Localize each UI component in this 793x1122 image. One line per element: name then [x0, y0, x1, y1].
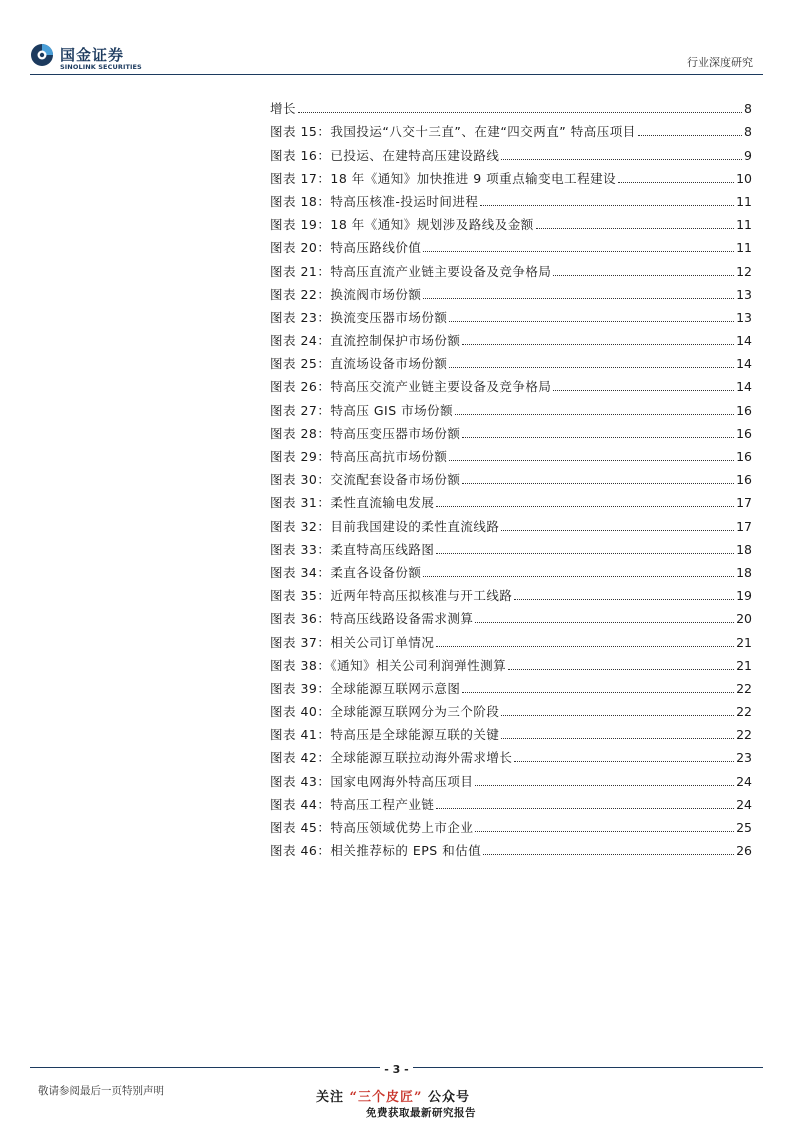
toc-entry-label: 图表 20：特高压路线价值	[270, 240, 422, 256]
toc-dot-leader	[475, 784, 734, 786]
logo-chinese-name: 国金证券	[60, 46, 125, 64]
toc-dot-leader	[501, 714, 734, 716]
toc-entry-page: 16	[736, 449, 752, 464]
toc-entry[interactable]	[270, 836, 752, 859]
toc-entry[interactable]	[270, 94, 752, 117]
toc-entry[interactable]	[270, 210, 752, 233]
toc-entry-label: 图表 29：特高压高抗市场份额	[270, 449, 448, 464]
toc-entry-page: 14	[736, 333, 752, 349]
toc-entry-label: 图表 31：柔性直流输电发展	[270, 495, 435, 511]
page-number	[0, 1063, 793, 1076]
toc-entry-label: 图表 45：特高压领域优势上市企业	[270, 820, 474, 835]
toc-entry[interactable]	[270, 303, 752, 326]
sinolink-logo-icon	[30, 43, 54, 67]
toc-dot-leader	[462, 343, 734, 345]
toc-dot-leader	[501, 158, 742, 160]
toc-entry-label: 图表 24：直流控制保护市场份额	[270, 333, 461, 349]
toc-entry-page: 17	[736, 495, 752, 511]
toc-entry-label: 图表 15：我国投运“八交十三直”、在建“四交两直” 特高压项目	[270, 124, 636, 140]
toc-entry[interactable]	[270, 465, 752, 488]
toc-entry[interactable]	[270, 535, 752, 558]
toc-entry-label: 图表 46：相关推荐标的 EPS 和估值	[270, 843, 482, 859]
toc-entry[interactable]	[270, 720, 752, 743]
toc-entry[interactable]	[270, 280, 752, 303]
promo-follow	[316, 1086, 470, 1105]
toc-entry[interactable]	[270, 743, 752, 766]
toc-entry-page: 14	[736, 356, 752, 372]
toc-dot-leader	[553, 274, 734, 276]
toc-entry-label: 图表 16：已投运、在建特高压建设路线	[270, 147, 500, 163]
toc-entry-label: 图表 43：国家电网海外特高压项目	[270, 773, 474, 789]
toc-entry[interactable]	[270, 581, 752, 604]
toc-entry-label: 图表 34：柔直各设备份额	[270, 564, 422, 580]
toc-entry-label: 图表 27：特高压 GIS 市场份额	[270, 402, 454, 418]
toc-dot-leader	[501, 737, 734, 739]
toc-entry-label: 图表 26：特高压交流产业链主要设备及竞争格局	[270, 379, 552, 395]
toc-entry-page: 13	[736, 286, 752, 302]
toc-entry-page: 21	[736, 657, 752, 673]
toc-dot-leader	[436, 552, 734, 554]
toc-entry-page: 22	[736, 680, 752, 696]
toc-entry-page: 14	[736, 379, 752, 395]
toc-entry[interactable]	[270, 766, 752, 789]
toc-entry-page: 8	[744, 101, 752, 117]
promo-suffix: 公众号	[428, 1090, 471, 1105]
toc-entry-label: 图表 37：相关公司订单情况	[270, 634, 435, 650]
toc-entry-label: 图表 39：全球能源互联网示意图	[270, 680, 461, 696]
toc-entry[interactable]	[270, 558, 752, 581]
toc-entry-page: 17	[736, 518, 752, 534]
toc-entry[interactable]	[270, 140, 752, 163]
report-type-label: 行业深度研究	[687, 56, 753, 69]
toc-dot-leader	[449, 459, 734, 461]
toc-entry-page: 11	[736, 217, 752, 233]
disclaimer-note: 敬请参阅最后一页特别声明	[38, 1085, 164, 1097]
toc-dot-leader	[536, 227, 734, 229]
toc-dot-leader	[514, 598, 734, 600]
toc-dot-leader	[514, 760, 734, 762]
toc-dot-leader	[449, 320, 734, 322]
toc-entry-page: 22	[736, 704, 752, 720]
toc-entry-page: 18	[736, 564, 752, 580]
toc-entry-page: 24	[736, 773, 752, 789]
toc-entry-label: 图表 17：18 年《通知》加快推进 9 项重点输变电工程建设	[270, 170, 617, 186]
toc-entry[interactable]	[270, 372, 752, 395]
toc-entry-label: 图表 41：特高压是全球能源互联的关键	[270, 727, 500, 743]
toc-dot-leader	[638, 134, 742, 136]
toc-dot-leader	[483, 853, 734, 855]
toc-entry[interactable]	[270, 233, 752, 256]
toc-entry-page: 16	[736, 425, 752, 441]
toc-entry[interactable]	[270, 813, 752, 836]
toc-entry-label: 图表 19：18 年《通知》规划涉及路线及金额	[270, 217, 534, 233]
page-number-text: - 3 -	[380, 1063, 412, 1076]
toc-entry[interactable]	[270, 790, 752, 813]
toc-entry[interactable]	[270, 349, 752, 372]
toc-entry-page: 13	[736, 309, 752, 325]
toc-dot-leader	[298, 111, 742, 113]
toc-entry-page: 20	[736, 611, 752, 627]
toc-entry-label: 增长	[270, 101, 297, 117]
toc-dot-leader	[475, 621, 734, 623]
toc-entry[interactable]	[270, 697, 752, 720]
toc-entry[interactable]	[270, 488, 752, 511]
toc-entry-label: 图表 33：柔直特高压线路图	[270, 541, 435, 557]
company-logo	[30, 43, 160, 75]
toc-entry[interactable]	[270, 326, 752, 349]
toc-entry-page: 19	[736, 588, 752, 604]
toc-entry-page: 11	[736, 240, 752, 256]
toc-entry-label: 图表 44：特高压工程产业链	[270, 796, 435, 812]
toc-dot-leader	[462, 436, 734, 438]
toc-entry[interactable]	[270, 419, 752, 442]
toc-entry-page: 16	[736, 472, 752, 488]
toc-dot-leader	[436, 645, 734, 647]
toc-dot-leader	[508, 668, 734, 670]
logo-english-name: SINOLINK SECURITIES	[60, 63, 142, 71]
toc-entry-label: 图表 21：特高压直流产业链主要设备及竞争格局	[270, 263, 552, 279]
toc-entry-label: 图表 32：目前我国建设的柔性直流线路	[270, 518, 500, 534]
toc-entry[interactable]	[270, 511, 752, 534]
toc-entry[interactable]	[270, 442, 752, 465]
toc-entry[interactable]	[270, 651, 752, 674]
promo-tagline: 免费获取最新研究报告	[366, 1107, 476, 1119]
toc-entry-page: 16	[736, 402, 752, 418]
page-header	[0, 0, 793, 80]
toc-entry-label: 图表 25：直流场设备市场份额	[270, 356, 448, 372]
toc-dot-leader	[423, 250, 734, 252]
toc-entry[interactable]	[270, 395, 752, 418]
toc-dot-leader	[618, 181, 734, 183]
toc-entry-page: 12	[736, 263, 752, 279]
toc-entry[interactable]	[270, 604, 752, 627]
toc-entry-label: 图表 35：近两年特高压拟核准与开工线路	[270, 588, 513, 604]
toc-dot-leader	[475, 830, 734, 832]
toc-dot-leader	[436, 505, 734, 507]
toc-entry-page: 25	[736, 820, 752, 835]
toc-entry[interactable]	[270, 187, 752, 210]
toc-entry-page: 11	[736, 193, 752, 209]
toc-dot-leader	[455, 413, 734, 415]
toc-entry-label: 图表 40：全球能源互联网分为三个阶段	[270, 704, 500, 720]
toc-entry-page: 18	[736, 541, 752, 557]
toc-entry-label: 图表 23：换流变压器市场份额	[270, 309, 448, 325]
toc-dot-leader	[423, 575, 734, 577]
toc-dot-leader	[462, 482, 734, 484]
toc-entry-page: 21	[736, 634, 752, 650]
table-of-figures	[270, 94, 752, 859]
toc-entry-label: 图表 22：换流阀市场份额	[270, 286, 422, 302]
toc-entry-page: 9	[744, 147, 752, 163]
toc-entry-label: 图表 42：全球能源互联拉动海外需求增长	[270, 750, 513, 766]
toc-entry-label: 图表 18：特高压核准-投运时间进程	[270, 193, 479, 209]
toc-entry[interactable]	[270, 627, 752, 650]
toc-entry[interactable]	[270, 164, 752, 187]
toc-entry-page: 8	[744, 124, 752, 140]
header-divider	[30, 74, 763, 75]
toc-entry-label: 图表 30：交流配套设备市场份额	[270, 472, 461, 488]
toc-entry-label: 图表 28：特高压变压器市场份额	[270, 425, 461, 441]
toc-dot-leader	[462, 691, 734, 693]
toc-dot-leader	[501, 529, 734, 531]
toc-entry-label: 图表 38：《通知》相关公司利润弹性测算	[270, 657, 507, 673]
toc-entry[interactable]	[270, 674, 752, 697]
toc-dot-leader	[553, 389, 734, 391]
toc-dot-leader	[449, 366, 734, 368]
promo-prefix: 关注	[316, 1090, 345, 1105]
toc-dot-leader	[436, 807, 734, 809]
toc-entry-page: 23	[736, 750, 752, 766]
toc-entry-page: 24	[736, 796, 752, 812]
promo-account-name: “三个皮匠”	[349, 1090, 423, 1105]
toc-entry-label: 图表 36：特高压线路设备需求测算	[270, 611, 474, 627]
toc-entry-page: 10	[736, 170, 752, 186]
toc-entry-page: 22	[736, 727, 752, 743]
toc-entry[interactable]	[270, 117, 752, 140]
toc-dot-leader	[480, 204, 734, 206]
toc-entry-page: 26	[736, 843, 752, 859]
toc-entry[interactable]	[270, 256, 752, 279]
toc-dot-leader	[423, 297, 734, 299]
